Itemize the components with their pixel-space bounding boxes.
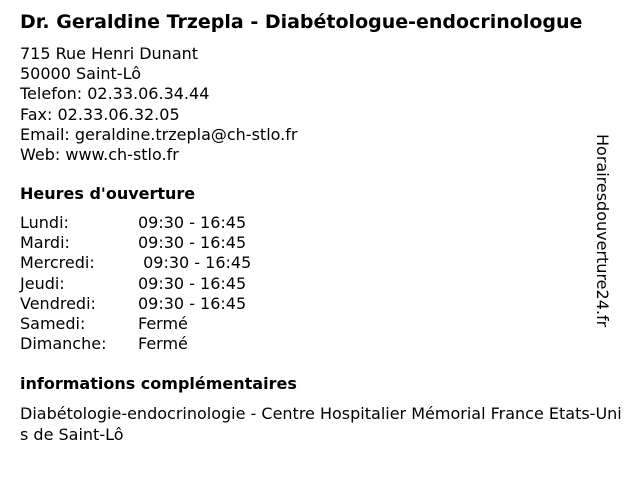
fax-text: Fax: 02.33.06.32.05 (20, 104, 180, 124)
day-label: Samedi: (20, 314, 86, 334)
hours-row-saturday (20, 314, 251, 334)
time-value: 09:30 - 16:45 (138, 293, 247, 313)
address-street: 715 Rue Henri Dunant (20, 44, 199, 63)
address-city: 50000 Saint-Lô (20, 64, 141, 84)
day-label: Vendredi: (20, 293, 96, 313)
hours-row-wednesday (20, 253, 251, 273)
time-value: Fermé (138, 314, 188, 334)
hours-row-monday (20, 213, 251, 233)
page-title: Dr. Geraldine Trzepla - Diabétologue-endocrinologue (20, 11, 583, 33)
day-label: Dimanche: (20, 334, 107, 354)
day-label: Mercredi: (20, 253, 95, 273)
time-value: Fermé (138, 334, 188, 354)
time-value: 09:30 - 16:45 (138, 233, 247, 253)
site-watermark: Horairesdouverture24.fr (593, 134, 612, 328)
additional-info-heading: informations complémentaires (20, 374, 297, 393)
hours-row-friday (20, 294, 251, 314)
hours-row-tuesday (20, 233, 251, 253)
day-label: Jeudi: (20, 273, 65, 293)
time-value: 09:30 - 16:45 (138, 273, 247, 293)
time-value: 09:30 - 16:45 (138, 213, 247, 232)
email-text: Email: geraldine.trzepla@ch-stlo.fr (20, 124, 298, 144)
day-label: Lundi: (20, 213, 69, 232)
hours-row-thursday (20, 274, 251, 294)
opening-hours-heading: Heures d'ouverture (20, 184, 196, 203)
additional-info-text: Diabétologie-endocrinologie - Centre Hospitalier Mémorial France Etats-Unis de Saint-Lô (20, 404, 622, 444)
contact-block (20, 44, 297, 165)
hours-row-sunday (20, 334, 251, 354)
web-text: Web: www.ch-stlo.fr (20, 145, 179, 165)
opening-hours-table (20, 213, 251, 354)
day-label: Mardi: (20, 233, 70, 253)
phone-text: Telefon: 02.33.06.34.44 (20, 84, 210, 104)
time-value: 09:30 - 16:45 (138, 253, 252, 273)
